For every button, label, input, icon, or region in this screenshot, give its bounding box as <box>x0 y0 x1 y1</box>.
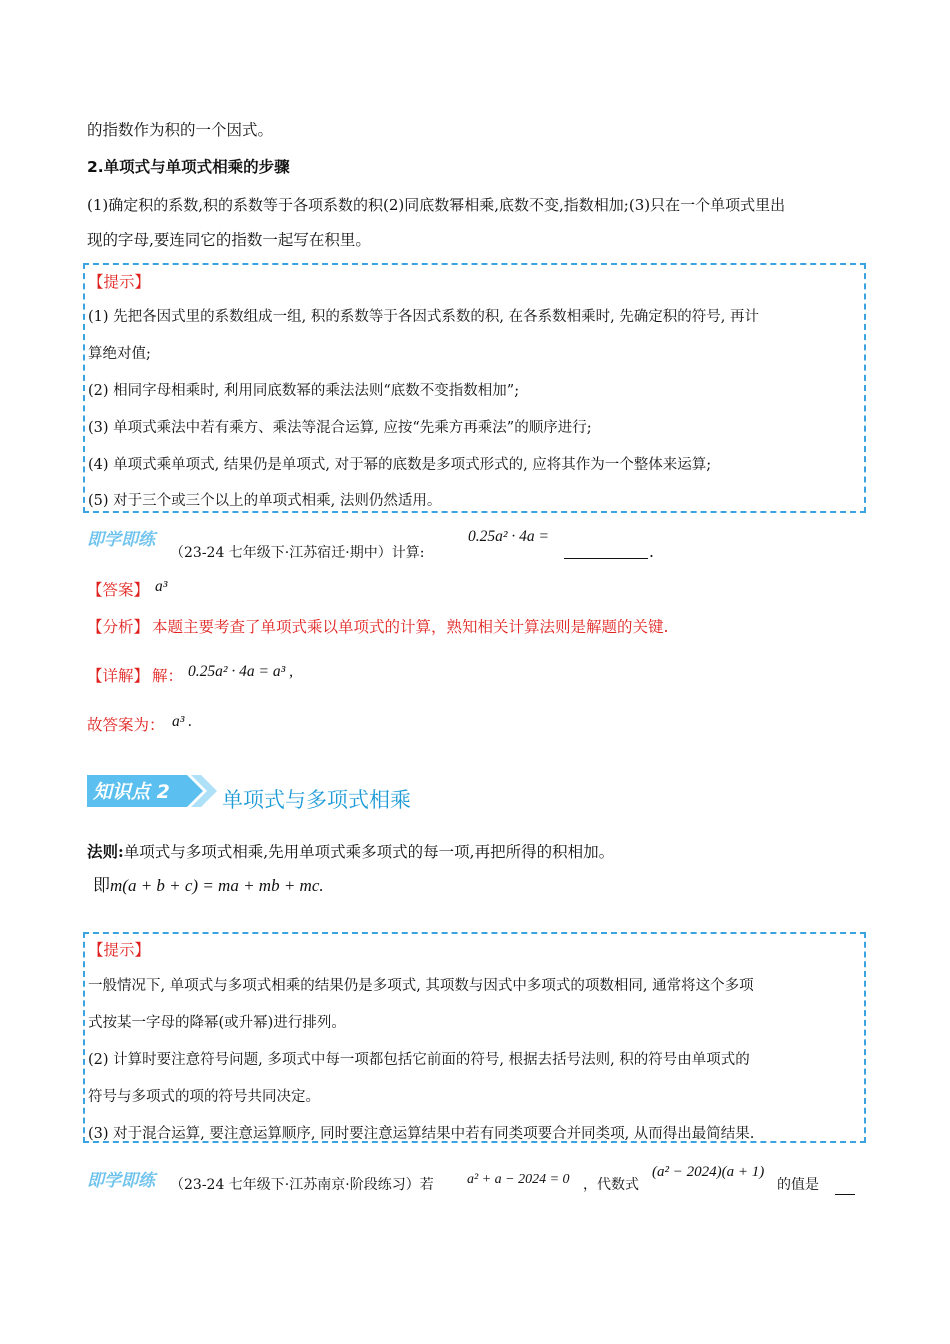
knowledge-point-badge <box>87 771 217 811</box>
section-heading: 2.单项式与单项式相乘的步骤 <box>87 158 290 176</box>
practice1-blank-end: . <box>649 543 654 561</box>
tip2-line-2: 式按某一字母的降幂(或升幂)进行排列。 <box>88 1015 346 1031</box>
tip1-line-1: (1) 先把各因式里的系数组成一组, 积的系数等于各因式系数的积, 在各系数相乘时, 先确定积的符号, 再计 <box>88 309 760 325</box>
tip1-line-3: (2) 相同字母相乘时, 利用同底数幂的乘法法则“底数不变指数相加”; <box>88 383 520 399</box>
practice-badge-2: 即学即练 <box>87 1171 155 1191</box>
detail-expr: 0.25a² · 4a = a³ , <box>188 663 294 680</box>
analysis-label: 【分析】 <box>87 618 150 636</box>
rule-formula: m(a + b + c) = ma + mb + mc. <box>110 876 324 895</box>
practice2-condition: a² + a − 2024 = 0 <box>467 1172 570 1187</box>
tip-title-1: 【提示】 <box>88 273 151 291</box>
tip1-line-2: 算绝对值; <box>88 346 151 362</box>
section-body-line-2: 现的字母,要连同它的指数一起写在积里。 <box>87 231 371 249</box>
knowledge-point-title: 单项式与多项式相乘 <box>222 788 411 812</box>
tip-title-2: 【提示】 <box>88 941 151 959</box>
tip1-line-5: (4) 单项式乘单项式, 结果仍是单项式, 对于幂的底数是多项式形式的, 应将其作为一个整体来运算; <box>88 457 712 473</box>
intro-tail: 的指数作为积的一个因式。 <box>87 121 274 139</box>
practice1-source: （23-24 七年级下·江苏宿迁·期中）计算: <box>170 545 425 561</box>
rule-text: 单项式与多项式相乘,先用单项式乘多项式的每一项,再把所得的积相加。 <box>123 843 615 861</box>
tip2-line-1: 一般情况下, 单项式与多项式相乘的结果仍是多项式, 其项数与因式中多项式的项数相同, 通常将这个多项 <box>88 978 754 994</box>
practice2-mid: ，代数式 <box>583 1177 639 1193</box>
answer-value: a³ <box>155 578 168 595</box>
knowledge-point-badge-text: 知识点 2 <box>93 781 170 803</box>
tip1-line-6: (5) 对于三个或三个以上的单项式相乘, 法则仍然适用。 <box>88 493 442 509</box>
answer-label: 【答案】 <box>87 581 150 599</box>
rule-formula-line <box>93 876 324 896</box>
rule-formula-prefix: 即 <box>93 876 110 896</box>
tip-box-2 <box>83 932 866 1143</box>
section-body-line-1: (1)确定积的系数,积的系数等于各项系数的积(2)同底数幂相乘,底数不变,指数相加;(3)只在一个单项式里出 <box>87 196 786 214</box>
practice2-source: （23-24 七年级下·江苏南京·阶段练习）若 <box>170 1177 434 1193</box>
rule-line <box>87 842 614 862</box>
conclusion-label: 故答案为： <box>87 716 165 734</box>
tip2-line-3: (2) 计算时要注意符号问题, 多项式中每一项都包括它前面的符号, 根据去括号法则, 积的符号由单项式的 <box>88 1052 750 1068</box>
practice-badge-1: 即学即练 <box>87 530 155 550</box>
rule-label: 法则: <box>87 842 124 861</box>
tip2-line-4: 符号与多项式的项的符号共同决定。 <box>88 1089 320 1105</box>
detail-prefix: 解： <box>152 667 184 685</box>
conclusion-expr: a³ . <box>172 713 193 730</box>
answer-blank-1 <box>564 540 648 559</box>
practice2-tail: 的值是 <box>777 1177 819 1193</box>
detail-label: 【详解】 <box>87 667 150 685</box>
analysis-text: 本题主要考查了单项式乘以单项式的计算，熟知相关计算法则是解题的关键. <box>152 618 669 636</box>
practice1-expr: 0.25a² · 4a = <box>468 528 549 545</box>
practice2-expr: (a² − 2024)(a + 1) <box>652 1164 765 1180</box>
answer-blank-2 <box>835 1178 855 1195</box>
tip1-line-4: (3) 单项式乘法中若有乘方、乘法等混合运算, 应按“先乘方再乘法”的顺序进行; <box>88 420 592 436</box>
tip2-line-5: (3) 对于混合运算, 要注意运算顺序, 同时要注意运算结果中若有同类项要合并同类项, 从而得出最简结果. <box>88 1126 755 1142</box>
